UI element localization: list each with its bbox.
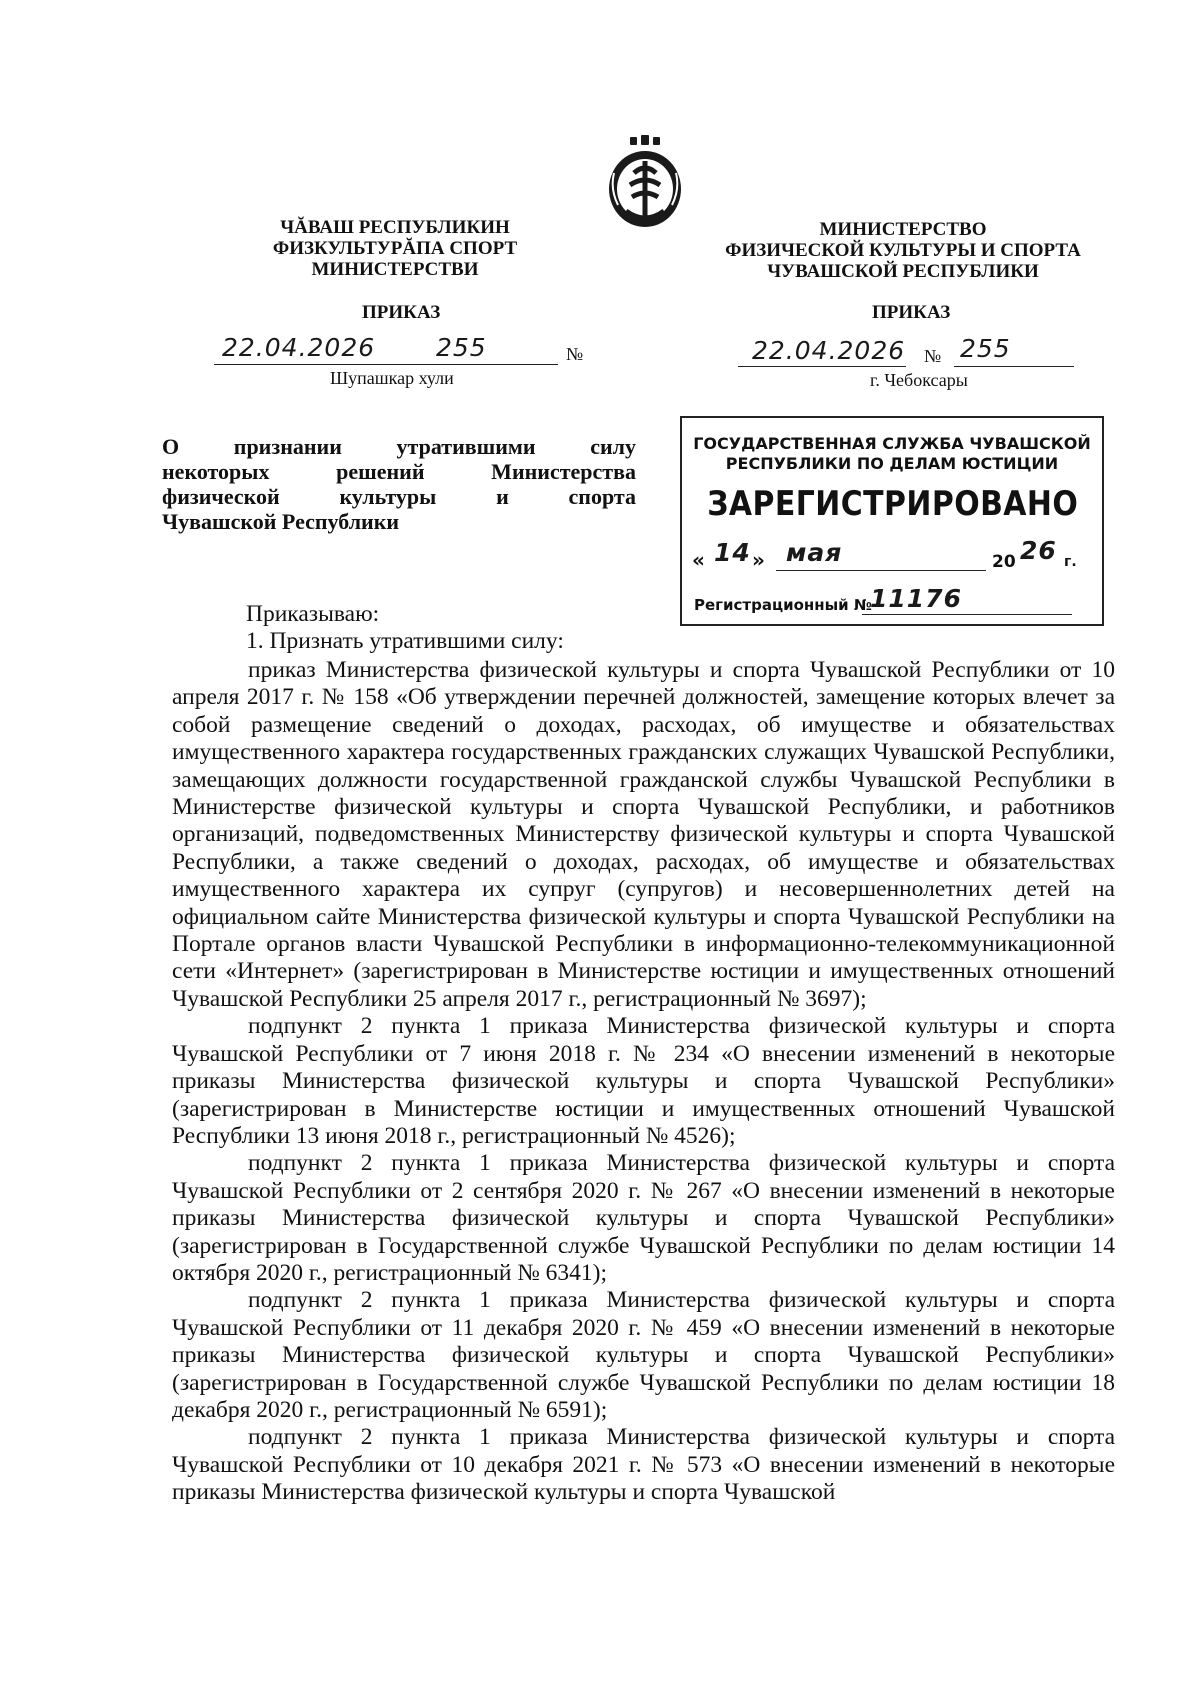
stamp-year-handwritten: 26 <box>1020 536 1057 565</box>
title-line4: Чувашской Республики <box>162 509 400 534</box>
stamp-org <box>682 434 1102 474</box>
left-number-handwritten: 255 <box>436 333 487 362</box>
right-number-underline <box>954 366 1074 367</box>
stamp-reg-number-handwritten: 11176 <box>870 584 962 613</box>
title-line1: О признании утратившими силу <box>162 434 636 459</box>
right-place: г. Чебоксары <box>870 370 968 390</box>
right-number-handwritten: 255 <box>960 334 1011 363</box>
registration-stamp <box>680 416 1104 626</box>
right-date-handwritten: 22.04.2026 <box>752 336 906 365</box>
stamp-year-suffix: г. <box>1064 554 1077 570</box>
stamp-org-line2: РЕСПУБЛИКИ ПО ДЕЛАМ ЮСТИЦИИ <box>725 454 1059 473</box>
paragraph-1: приказ Министерства физической культуры и спорта Чувашской Республики от 10 апреля 2017 г. № 158 «Об утверждении перечней должностей, замещение которых влечет за собой размещение сведений о доходах, расходах, об имуществе и обязательствах имущественного характера государственных гражданских служащих Чувашской Республики, замещающих должности государственной гражданской службы Чувашской Республики в Министерстве физической культуры и спорта Чувашской Республики, и работников организаций, подведомственных Министерству физической культуры и спорта Чувашской Республики, а также сведений о доходах, расходах, об имуществе и обязательствах имущественного характера их супруг (супругов) и несовершеннолетних детей на официальном сайте Министерства физической культуры и спорта Чувашской Республики на Портале органов власти Чувашской Республики в информационно-телекоммуникационной сети «Интернет» (зарегистрирован в Министерстве юстиции и имущественных отношений Чувашской Республики 25 апреля 2017 г., регистрационный № 3697); <box>172 657 1115 1012</box>
coat-of-arms-icon <box>604 133 686 229</box>
title-line2: некоторых решений Министерства <box>162 459 636 484</box>
paragraph-5: подпункт 2 пункта 1 приказа Министерства физической культуры и спорта Чувашской Республики от 10 декабря 2021 г. № 573 «О внесении изменений в некоторые приказы Министерства физической культуры и спорта Чувашской <box>172 1424 1115 1506</box>
paragraph-4: подпункт 2 пункта 1 приказа Министерства физической культуры и спорта Чувашской Республики от 11 декабря 2020 г. № 459 «О внесении изменений в некоторые приказы Министерства физической культуры и спорта Чувашской Республики» (зарегистрирован в Государственной службе Чувашской Республики по делам юстиции 18 декабря 2020 г., регистрационный № 6591); <box>172 1287 1115 1423</box>
header-left-line1: ЧĂВАШ РЕСПУБЛИКИН <box>280 217 510 238</box>
header-left-line3: МИНИСТЕРСТВИ <box>311 259 479 280</box>
stamp-reg-label: Регистрационный № <box>694 596 872 614</box>
stamp-day-handwritten: 14 <box>714 538 751 567</box>
right-date-underline <box>738 366 906 367</box>
left-date-handwritten: 22.04.2026 <box>222 333 376 362</box>
stamp-month-underline <box>776 570 986 571</box>
doc-type-left: ПРИКАЗ <box>362 302 441 323</box>
header-right-line1: МИНИСТЕРСТВО <box>819 219 987 240</box>
stamp-quote-open: « <box>692 548 705 572</box>
header-right <box>718 219 1088 282</box>
stamp-month-handwritten: мая <box>786 538 843 567</box>
stamp-quote-close: » <box>752 548 765 572</box>
stamp-year-prefix: 20 <box>992 552 1016 572</box>
left-date-underline <box>214 364 558 365</box>
stamp-reg-underline <box>862 614 1072 615</box>
order-word: Приказываю: <box>246 601 380 627</box>
paragraph-3: подпункт 2 пункта 1 приказа Министерства физической культуры и спорта Чувашской Республики от 2 сентября 2020 г. № 267 «О внесении изменений в некоторые приказы Министерства физической культуры и спорта Чувашской Республики» (зарегистрирован в Государственной службе Чувашской Республики по делам юстиции 14 октября 2020 г., регистрационный № 6341); <box>172 1150 1115 1286</box>
header-right-line2: ФИЗИЧЕСКОЙ КУЛЬТУРЫ И СПОРТА <box>725 240 1081 261</box>
header-left <box>230 217 560 280</box>
left-place: Шупашкар хули <box>330 368 454 388</box>
document-title <box>162 434 636 534</box>
title-line3: физической культуры и спорта <box>162 484 636 509</box>
header-left-line2: ФИЗКУЛЬТУРĂПА СПОРТ <box>272 238 518 259</box>
right-number-sign: № <box>924 346 942 366</box>
stamp-status: ЗАРЕГИСТРИРОВАНО <box>707 484 1079 524</box>
item-1: 1. Признать утратившими силу: <box>246 628 564 654</box>
paragraph-2: подпункт 2 пункта 1 приказа Министерства физической культуры и спорта Чувашской Республики от 7 июня 2018 г. № 234 «О внесении изменений в некоторые приказы Министерства физической культуры и спорта Чувашской Республики» (зарегистрирован в Министерстве юстиции и имущественных отношений Чувашской Республики 13 июня 2018 г., регистрационный № 4526); <box>172 1013 1115 1149</box>
body-text <box>172 657 1115 1507</box>
left-number-sign: № <box>566 344 584 364</box>
stamp-org-line1: ГОСУДАРСТВЕННАЯ СЛУЖБА ЧУВАШСКОЙ <box>693 434 1091 453</box>
header-right-line3: ЧУВАШСКОЙ РЕСПУБЛИКИ <box>767 261 1039 282</box>
doc-type-right: ПРИКАЗ <box>872 302 951 323</box>
